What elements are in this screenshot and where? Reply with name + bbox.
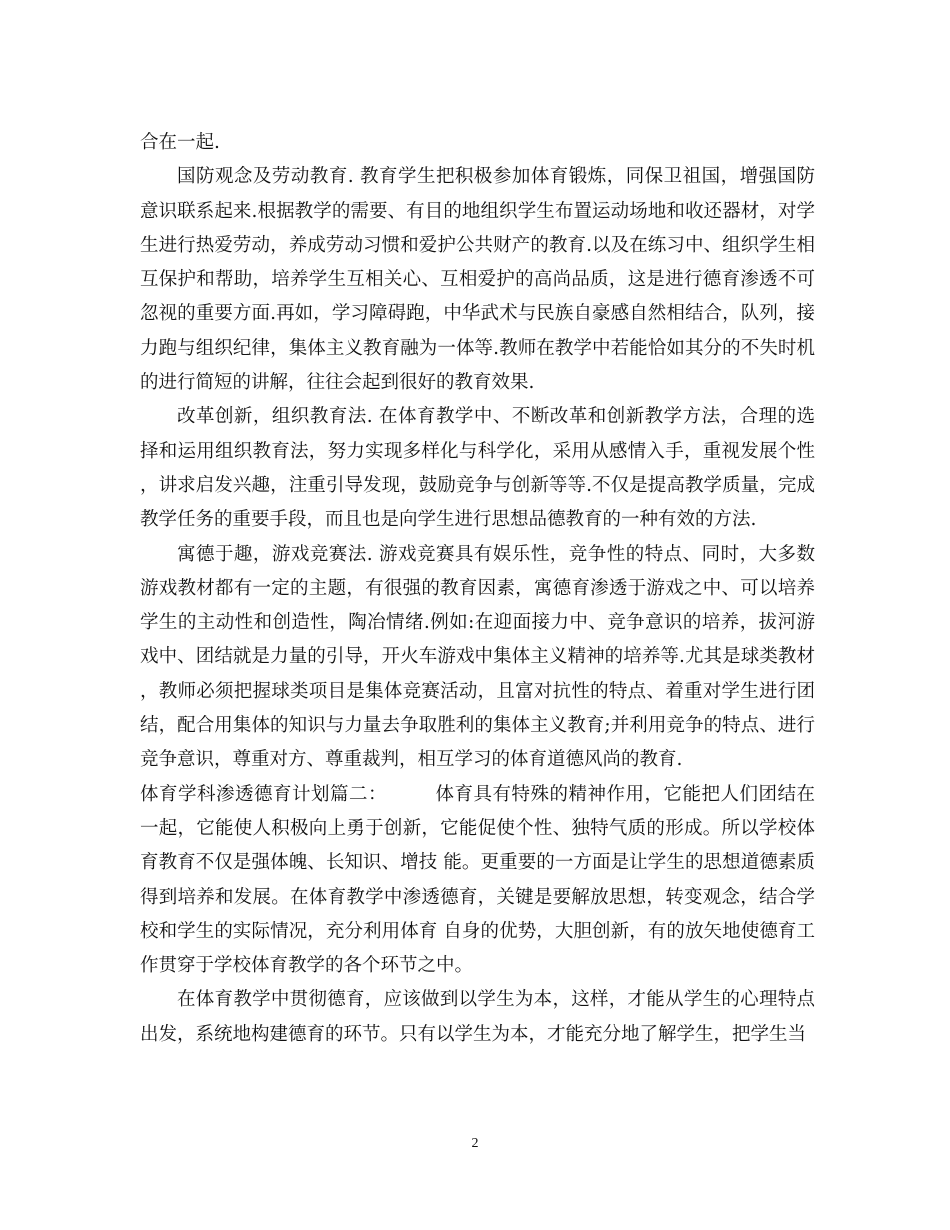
- paragraph-national-defense: 国防观念及劳动教育. 教育学生把积极参加体育锻炼，同保卫祖国，增强国防意识联系起来.根据教学的需要、有目的地组织学生布置运动场地和收还器材，对学生进行热爱劳动，养成劳动习惯和爱护公共财产的教育.以及在练习中、组织学生相互保护和帮助，培养学生互相关心、互相爱护的高尚品质，这是进行德育渗透不可忽视的重要方面.再如，学习障碍跑，中华武术与民族自豪感自然相结合，队列，接力跑与组织纪律，集体主义教育融为一体等.教师在教学中若能恰如其分的不失时机的进行简短的讲解，往往会起到很好的教育效果.: [140, 166, 815, 394]
- document-body: [140, 126, 815, 1052]
- paragraph-games-competition: 寓德于趣，游戏竞赛法. 游戏竞赛具有娱乐性，竞争性的特点、同时，大多数游戏教材都有一定的主题，有很强的教育因素，寓德育渗透于游戏之中、可以培养学生的主动性和创造性，陶冶情绪.例如:在迎面接力中、竞争意识的培养，拔河游戏中、团结就是力量的引导，开火车游戏中集体主义精神的培养等.尤其是球类教材，教师必须把握球类项目是集体竞赛活动，且富对抗性的特点、着重对学生进行团结，配合用集体的知识与力量去争取胜利的集体主义教育;并利用竞争的特点、进行竞争意识，尊重对方、尊重裁判，相互学习的体育道德风尚的教育.: [140, 543, 815, 771]
- page-number: 2: [471, 1136, 479, 1151]
- paragraph-student-centered: 在体育教学中贯彻德育，应该做到以学生为本，这样，才能从学生的心理特点出发，系统地构建德育的环节。只有以学生为本，才能充分地了解学生，把学生当: [140, 989, 815, 1045]
- paragraph-continuation: 合在一起.: [140, 132, 220, 153]
- section-two-text: 体育具有特殊的精神作用，它能把人们团结在一起，它能使人积极向上勇于创新，它能促使个性、独特气质的形成。所以学校体育教育不仅是强体魄、长知识、增技 能。更重要的一方面是让学生的思想道德素质得到培养和发展。在体育教学中渗透德育，关键是要解放思想，转变观念，结合学校和学生的实际情况，充分利用体育 自身的优势，大胆创新，有的放矢地使德育工作贯穿于学校体育教学的各个环节之中。: [140, 783, 815, 977]
- paragraph-section-two: [140, 778, 815, 984]
- section-heading: 体育学科渗透德育计划篇二：: [140, 783, 387, 805]
- paragraph-reform-innovation: 改革创新，组织教育法. 在体育教学中、不断改革和创新教学方法，合理的选择和运用组织教育法，努力实现多样化与科学化，采用从感情入手，重视发展个性，讲求启发兴趣，注重引导发现，鼓励竞争与创新等等.不仅是提高教学质量，完成教学任务的重要手段，而且也是向学生进行思想品德教育的一种有效的方法.: [140, 406, 815, 531]
